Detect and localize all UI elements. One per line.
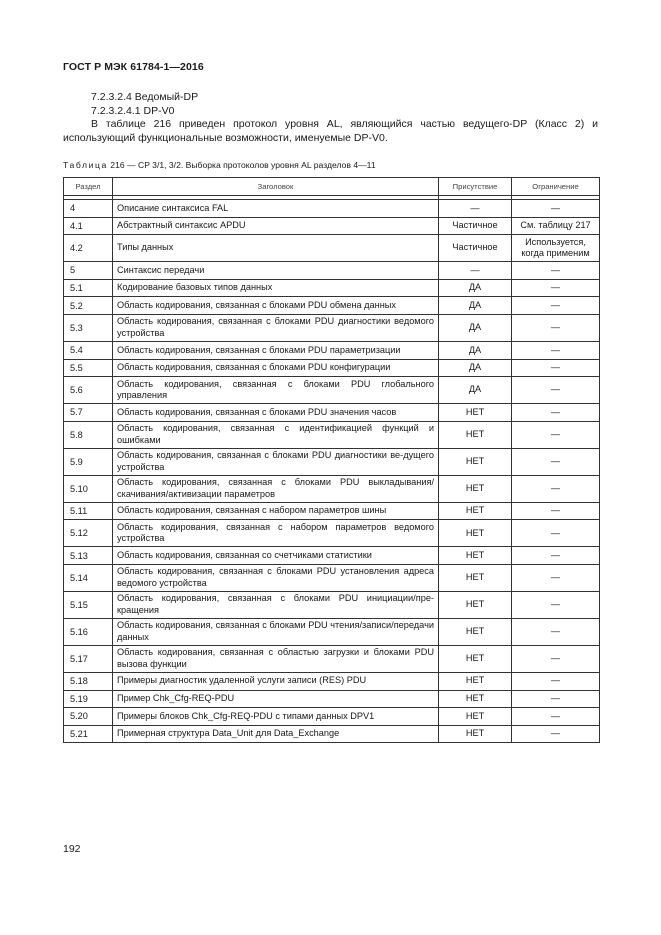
cell-constraint: — <box>512 200 600 218</box>
table-row <box>64 564 600 591</box>
cell-section: 5.20 <box>64 708 113 726</box>
cell-presence: ДА <box>439 359 512 377</box>
cell-presence: НЕТ <box>439 404 512 422</box>
cell-section: 5.10 <box>64 475 113 502</box>
cell-title: Примерная структура Data_Unit для Data_Exchange <box>113 725 439 743</box>
table-row <box>64 314 600 341</box>
table-row <box>64 672 600 690</box>
cell-title: Область кодирования, связанная с областью загрузки и блоками PDU вызова функции <box>113 645 439 672</box>
table-row <box>64 520 600 547</box>
cell-section: 5.2 <box>64 297 113 315</box>
cell-constraint: — <box>512 547 600 565</box>
cell-presence: НЕТ <box>439 708 512 726</box>
cell-title: Область кодирования, связанная с блоками PDU обмена данных <box>113 297 439 315</box>
cell-constraint: — <box>512 279 600 297</box>
cell-constraint: — <box>512 645 600 672</box>
table-row <box>64 404 600 422</box>
cell-presence: ДА <box>439 341 512 359</box>
cell-title: Область кодирования, связанная с блоками PDU диагностики ведомого устройства <box>113 314 439 341</box>
table-row <box>64 262 600 280</box>
cell-presence: НЕТ <box>439 690 512 708</box>
table-row <box>64 235 600 262</box>
cell-title: Область кодирования, связанная с блоками PDU глобального управления <box>113 377 439 404</box>
cell-presence: НЕТ <box>439 547 512 565</box>
cell-title: Область кодирования, связанная с набором параметров ведомого устройства <box>113 520 439 547</box>
cell-presence: Частичное <box>439 235 512 262</box>
cell-section: 5.5 <box>64 359 113 377</box>
cell-title: Область кодирования, связанная с блоками PDU инициации/пре-кращения <box>113 591 439 618</box>
cell-presence: НЕТ <box>439 502 512 520</box>
table-header-row <box>64 178 600 196</box>
cell-constraint: — <box>512 725 600 743</box>
table-row <box>64 645 600 672</box>
protocol-table <box>63 177 600 743</box>
table-row <box>64 547 600 565</box>
cell-title: Примеры диагностик удаленной услуги записи (RES) PDU <box>113 672 439 690</box>
cell-constraint: — <box>512 377 600 404</box>
cell-section: 5.9 <box>64 448 113 475</box>
cell-constraint: — <box>512 421 600 448</box>
cell-presence: НЕТ <box>439 672 512 690</box>
cell-section: 5.7 <box>64 404 113 422</box>
table-caption-text: 216 — CP 3/1, 3/2. Выборка протоколов уровня AL разделов 4—11 <box>110 160 376 170</box>
table-row <box>64 377 600 404</box>
cell-presence: НЕТ <box>439 475 512 502</box>
cell-constraint: — <box>512 564 600 591</box>
table-row <box>64 341 600 359</box>
cell-section: 5.12 <box>64 520 113 547</box>
cell-title: Описание синтаксиса FAL <box>113 200 439 218</box>
cell-constraint: — <box>512 359 600 377</box>
cell-title: Кодирование базовых типов данных <box>113 279 439 297</box>
cell-presence: Частичное <box>439 217 512 235</box>
cell-constraint: — <box>512 618 600 645</box>
cell-presence: НЕТ <box>439 520 512 547</box>
cell-constraint: — <box>512 297 600 315</box>
cell-section: 5.8 <box>64 421 113 448</box>
cell-section: 5.13 <box>64 547 113 565</box>
cell-title: Примеры блоков Chk_Cfg-REQ-PDU с типами данных DPV1 <box>113 708 439 726</box>
col-header-title: Заголовок <box>113 178 439 196</box>
col-header-constraint: Ограничение <box>512 178 600 196</box>
table-row <box>64 725 600 743</box>
cell-section: 5.11 <box>64 502 113 520</box>
table-caption-label: Таблица <box>63 160 108 170</box>
table-row <box>64 618 600 645</box>
cell-presence: ДА <box>439 377 512 404</box>
cell-title: Область кодирования, связанная со счетчиками статистики <box>113 547 439 565</box>
cell-title: Область кодирования, связанная с набором параметров шины <box>113 502 439 520</box>
cell-constraint: — <box>512 404 600 422</box>
cell-title: Синтаксис передачи <box>113 262 439 280</box>
table-row <box>64 421 600 448</box>
cell-section: 4.1 <box>64 217 113 235</box>
table-row <box>64 217 600 235</box>
cell-presence: НЕТ <box>439 645 512 672</box>
col-header-section: Раздел <box>64 178 113 196</box>
cell-section: 5.4 <box>64 341 113 359</box>
cell-constraint: — <box>512 502 600 520</box>
page-number: 192 <box>63 843 81 855</box>
cell-title: Область кодирования, связанная с блоками PDU чтения/записи/передачи данных <box>113 618 439 645</box>
cell-presence: — <box>439 200 512 218</box>
cell-section: 4.2 <box>64 235 113 262</box>
table-row <box>64 279 600 297</box>
table-row <box>64 297 600 315</box>
table-row <box>64 690 600 708</box>
cell-presence: ДА <box>439 297 512 315</box>
cell-title: Абстрактный синтаксис APDU <box>113 217 439 235</box>
col-header-presence: Присутствие <box>439 178 512 196</box>
cell-title: Область кодирования, связанная с блоками PDU выкладывания/скачивания/активизации параметров <box>113 475 439 502</box>
cell-section: 5 <box>64 262 113 280</box>
cell-constraint: — <box>512 341 600 359</box>
cell-title: Область кодирования, связанная с идентификацией функций и ошибками <box>113 421 439 448</box>
cell-section: 5.14 <box>64 564 113 591</box>
table-row <box>64 200 600 218</box>
table-row <box>64 359 600 377</box>
cell-constraint: См. таблицу 217 <box>512 217 600 235</box>
cell-constraint: — <box>512 520 600 547</box>
table-row <box>64 475 600 502</box>
cell-section: 5.6 <box>64 377 113 404</box>
cell-section: 5.15 <box>64 591 113 618</box>
cell-section: 5.17 <box>64 645 113 672</box>
table-row <box>64 448 600 475</box>
cell-presence: ДА <box>439 279 512 297</box>
table-row <box>64 591 600 618</box>
cell-constraint: — <box>512 448 600 475</box>
cell-title: Область кодирования, связанная с блоками PDU установления адреса ведомого устройства <box>113 564 439 591</box>
cell-title: Область кодирования, связанная с блоками PDU диагностики ве-дущего устройства <box>113 448 439 475</box>
cell-title: Область кодирования, связанная с блоками PDU значения часов <box>113 404 439 422</box>
cell-constraint: — <box>512 591 600 618</box>
cell-presence: НЕТ <box>439 618 512 645</box>
cell-constraint: — <box>512 708 600 726</box>
cell-constraint: Используется, когда применим <box>512 235 600 262</box>
cell-constraint: — <box>512 262 600 280</box>
cell-presence: ДА <box>439 314 512 341</box>
cell-title: Область кодирования, связанная с блоками PDU параметризации <box>113 341 439 359</box>
section-heading-7-2-3-2-4-1: 7.2.3.2.4.1 DP-V0 <box>91 105 175 117</box>
cell-section: 5.21 <box>64 725 113 743</box>
cell-presence: НЕТ <box>439 725 512 743</box>
cell-section: 4 <box>64 200 113 218</box>
cell-presence: НЕТ <box>439 421 512 448</box>
cell-section: 5.1 <box>64 279 113 297</box>
cell-presence: НЕТ <box>439 448 512 475</box>
cell-title: Пример Chk_Cfg-REQ-PDU <box>113 690 439 708</box>
cell-section: 5.3 <box>64 314 113 341</box>
cell-constraint: — <box>512 475 600 502</box>
table-row <box>64 502 600 520</box>
cell-constraint: — <box>512 672 600 690</box>
cell-section: 5.19 <box>64 690 113 708</box>
cell-constraint: — <box>512 690 600 708</box>
cell-title: Типы данных <box>113 235 439 262</box>
cell-presence: НЕТ <box>439 591 512 618</box>
cell-presence: — <box>439 262 512 280</box>
table-caption <box>63 160 376 170</box>
cell-title: Область кодирования, связанная с блоками PDU конфигурации <box>113 359 439 377</box>
cell-constraint: — <box>512 314 600 341</box>
section-heading-7-2-3-2-4: 7.2.3.2.4 Ведомый-DP <box>91 91 199 103</box>
cell-presence: НЕТ <box>439 564 512 591</box>
table-row <box>64 708 600 726</box>
cell-section: 5.18 <box>64 672 113 690</box>
intro-paragraph: В таблице 216 приведен протокол уровня AL, являющийся частью ведущего-DP (Класс 2) и использующий функциональные возможности, именуемые DP-V0. <box>63 118 598 144</box>
document-header: ГОСТ Р МЭК 61784-1—2016 <box>63 61 204 73</box>
cell-section: 5.16 <box>64 618 113 645</box>
